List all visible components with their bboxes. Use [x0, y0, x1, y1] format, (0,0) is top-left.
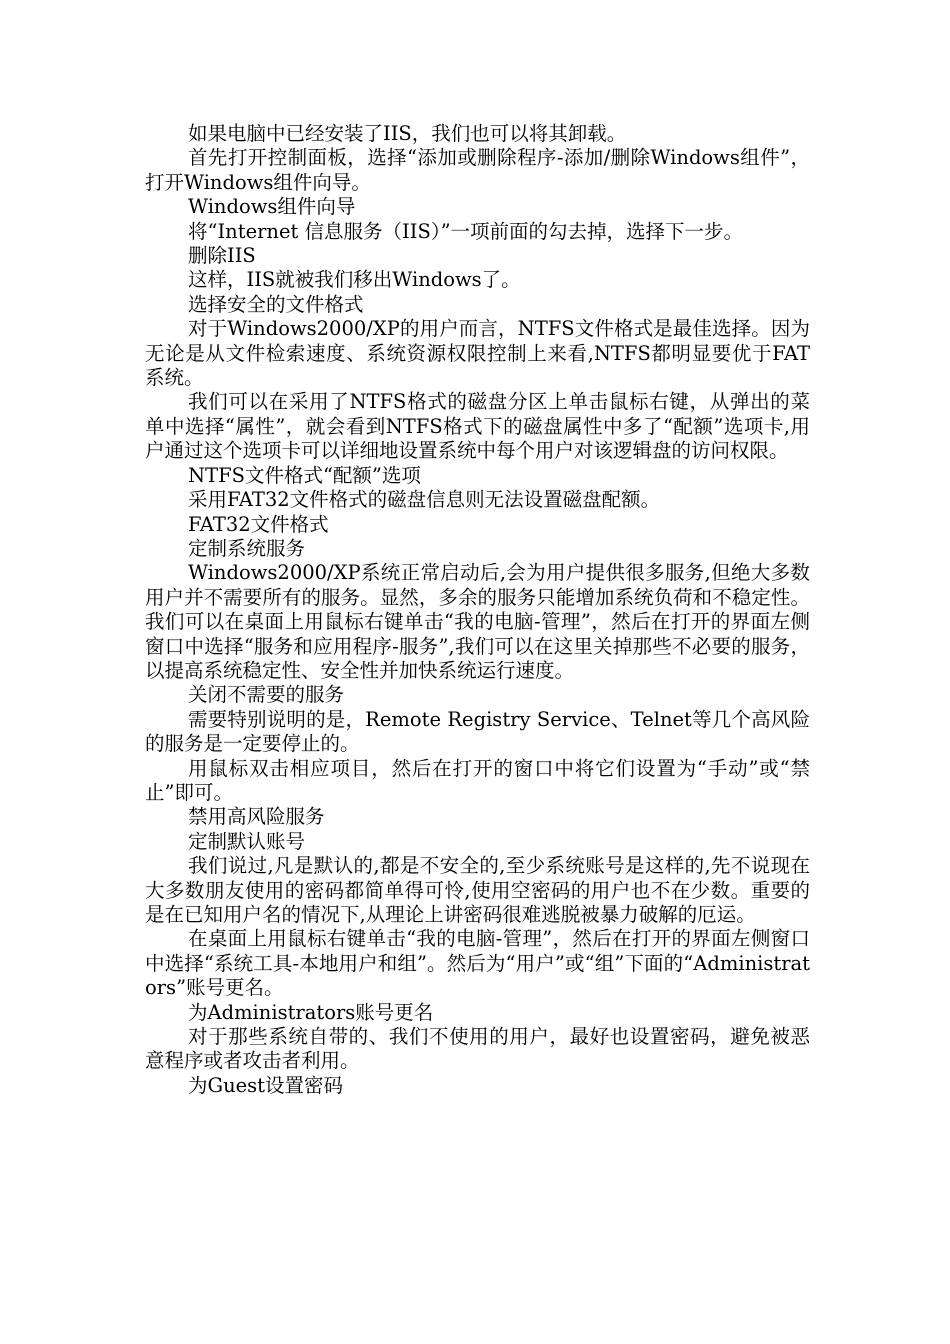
- section-heading: 定制默认账号: [188, 829, 306, 853]
- section-heading: 定制系统服务: [188, 536, 306, 560]
- section-caption: 关闭不需要的服务: [188, 683, 345, 707]
- paragraph: 用鼠标双击相应项目，然后在打开的窗口中将它们设置为“手动”或“禁止”即可。: [145, 756, 810, 804]
- paragraph: 在桌面上用鼠标右键单击“我的电脑-管理”，然后在打开的界面左侧窗口中选择“系统工具-本地用户和组”。然后为“用户”或“组”下面的“Administrators”账号更名。: [145, 927, 810, 1000]
- section-caption: 禁用高风险服务: [188, 805, 325, 829]
- paragraph: Windows2000/XP系统正常启动后,会为用户提供很多服务,但绝大多数用户并不需要所有的服务。显然，多余的服务只能增加系统负荷和不稳定性。我们可以在桌面上用鼠标右键单击“我的电脑-管理”，然后在打开的界面左侧窗口中选择“服务和应用程序-服务”,我们可以在这里关掉那些不必要的服务，以提高系统稳定性、安全性并加快系统运行速度。: [145, 561, 810, 682]
- section-caption: NTFS文件格式“配额”选项: [188, 463, 421, 487]
- paragraph: 对于那些系统自带的、我们不使用的用户，最好也设置密码，避免被恶意程序或者攻击者利用。: [145, 1025, 810, 1073]
- paragraph: 这样，IIS就被我们移出Windows了。: [188, 268, 521, 292]
- paragraph: 采用FAT32文件格式的磁盘信息则无法设置磁盘配额。: [188, 488, 661, 512]
- section-caption: 为Guest设置密码: [188, 1073, 344, 1097]
- paragraph: 需要特别说明的是，Remote Registry Service、Telnet等几个高风险的服务是一定要停止的。: [145, 707, 810, 756]
- section-heading: 选择安全的文件格式: [188, 292, 364, 316]
- paragraph: 我们说过,凡是默认的,都是不安全的,至少系统账号是这样的,先不说现在大多数朋友使用的密码都简单得可怜,使用空密码的用户也不在少数。重要的是在已知用户名的情况下,从理论上讲密码很难逃脱被暴力破解的厄运。: [145, 854, 810, 926]
- paragraph: 将“Internet 信息服务（IIS）”一项前面的勾去掉，选择下一步。: [188, 219, 744, 243]
- paragraph: 首先打开控制面板，选择“添加或删除程序-添加/删除Windows组件”，打开Windows组件向导。: [145, 146, 810, 194]
- paragraph: 我们可以在采用了NTFS格式的磁盘分区上单击鼠标右键，从弹出的菜单中选择“属性”，就会看到NTFS格式下的磁盘属性中多了“配额”选项卡,用户通过这个选项卡可以详细地设置系统中每个用户对该逻辑盘的访问权限。: [145, 390, 810, 463]
- section-caption: 删除IIS: [188, 244, 256, 268]
- section-caption: Windows组件向导: [188, 195, 356, 219]
- paragraph: 对于Windows2000/XP的用户而言，NTFS文件格式是最佳选择。因为无论是从文件检索速度、系统资源权限控制上来看,NTFS都明显要优于FAT系统。: [145, 317, 810, 390]
- paragraph: 如果电脑中已经安装了IIS，我们也可以将其卸载。: [188, 122, 627, 145]
- section-caption: FAT32文件格式: [188, 512, 329, 536]
- document-body: [145, 122, 810, 1098]
- section-caption: 为Administrators账号更名: [188, 1000, 434, 1024]
